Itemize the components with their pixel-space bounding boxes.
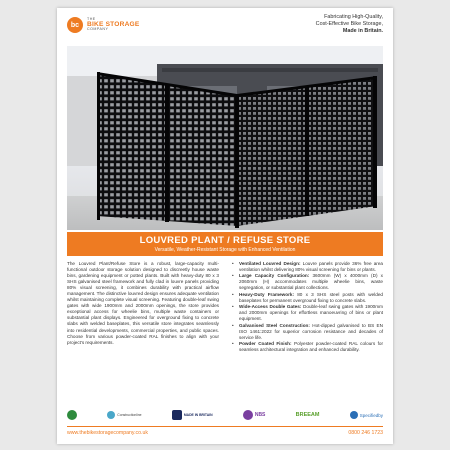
union-flag-icon (172, 410, 182, 420)
chas-logo-icon (67, 410, 77, 420)
made-in-britain-badge: MADE IN BRITAIN (172, 410, 213, 420)
louvred-store-image (97, 66, 377, 230)
accreditation-logos (67, 407, 383, 423)
product-photo (67, 46, 383, 230)
intro-paragraph: The Louvred Plant/Refuse Store is a robust, large-capacity multi-functional outdoor storage solution designed to discreetly house waste bins, gardening equipment or potted plants. Built with heavy-duty 80 x 3 SHS galvanised steel framework and fully clad in louvre panels providing 80% visual screening, it combines durability with practical airflow management. The distinctive louvred design ensures adequate ventilation whilst maintaining complete visual screening. Featuring double-leaf swing gates with wide 1900mm and 2000mm openings, the store provides exceptional access for wheelie bins, multiple waste containers or substantial plant displays. Engineered for overground fixing to concrete slabs with welded baseplates, this versatile store integrates seamlessly into residential developments, commercial properties, and public spaces. Choose from various powder-coated RAL finishes to align with your project's requirements. (67, 261, 219, 345)
logo-small-text: THE (87, 17, 96, 22)
logo-main-text: BIKE STORAGE (87, 20, 140, 28)
feature-item: • Wide-Access Double Gates: Double-leaf swing gates with 1900mm and 2000mm openings for effortless manoeuvring of bins or plant equipment. (231, 304, 383, 322)
feature-item: • Ventilated Louvred Design: Louvre panels provide 36% free area ventilation whilst delivering 80% visual screening for bins or plants. (231, 261, 383, 273)
nbs-badge: NBS (243, 410, 266, 420)
brochure-page (57, 8, 393, 444)
logo-sub-text: COMPANY (87, 27, 109, 32)
website-link[interactable]: www.thebikestoragecompany.co.uk (67, 430, 148, 436)
page-subtitle: Versatile, Weather-Resistant Storage with Enhanced Ventilation (154, 247, 296, 253)
header-tagline: Fabricating High-Quality, Cost-Effective Bike Storage, Made in Britain. (315, 14, 383, 34)
breeam-badge: BREEAM (295, 412, 320, 418)
features-column (231, 261, 383, 353)
feature-item: • Heavy-Duty Framework: 80 x 3 SHS steel posts with welded baseplates for permanent overground fixing to concrete slabs. (231, 292, 383, 304)
logo-badge-icon: bc (67, 17, 83, 33)
nbs-logo-icon (243, 410, 253, 420)
specifiedby-badge: Specifiedby (350, 411, 383, 419)
title-banner (67, 232, 383, 256)
constructionline-logo-icon (107, 411, 115, 419)
page-title: LOUVRED PLANT / REFUSE STORE (139, 235, 311, 246)
company-logo (67, 17, 139, 33)
chas-badge (67, 410, 77, 420)
feature-item: • Powder Coated Finish: Polyester powder-coated RAL colours for seamless architectural integration and enhanced durability. (231, 341, 383, 353)
phone-number: 0800 246 1723 (348, 430, 383, 436)
feature-list (231, 261, 383, 353)
feature-item: • Galvanised Steel Construction: Hot-dipped galvanised to BS EN ISO 1461:2022 for superior corrosion resistance and decades of service life. (231, 323, 383, 341)
feature-item: • Large Capacity Configuration: 3600mm (W) x 4000mm (D) x 2060mm (H) accommodates multiple wheelie bins, waste segregation, or substantial plant collections. (231, 273, 383, 291)
footer-divider (67, 426, 383, 427)
specifiedby-logo-icon (350, 411, 358, 419)
constructionline-badge: Constructionline (107, 411, 141, 419)
